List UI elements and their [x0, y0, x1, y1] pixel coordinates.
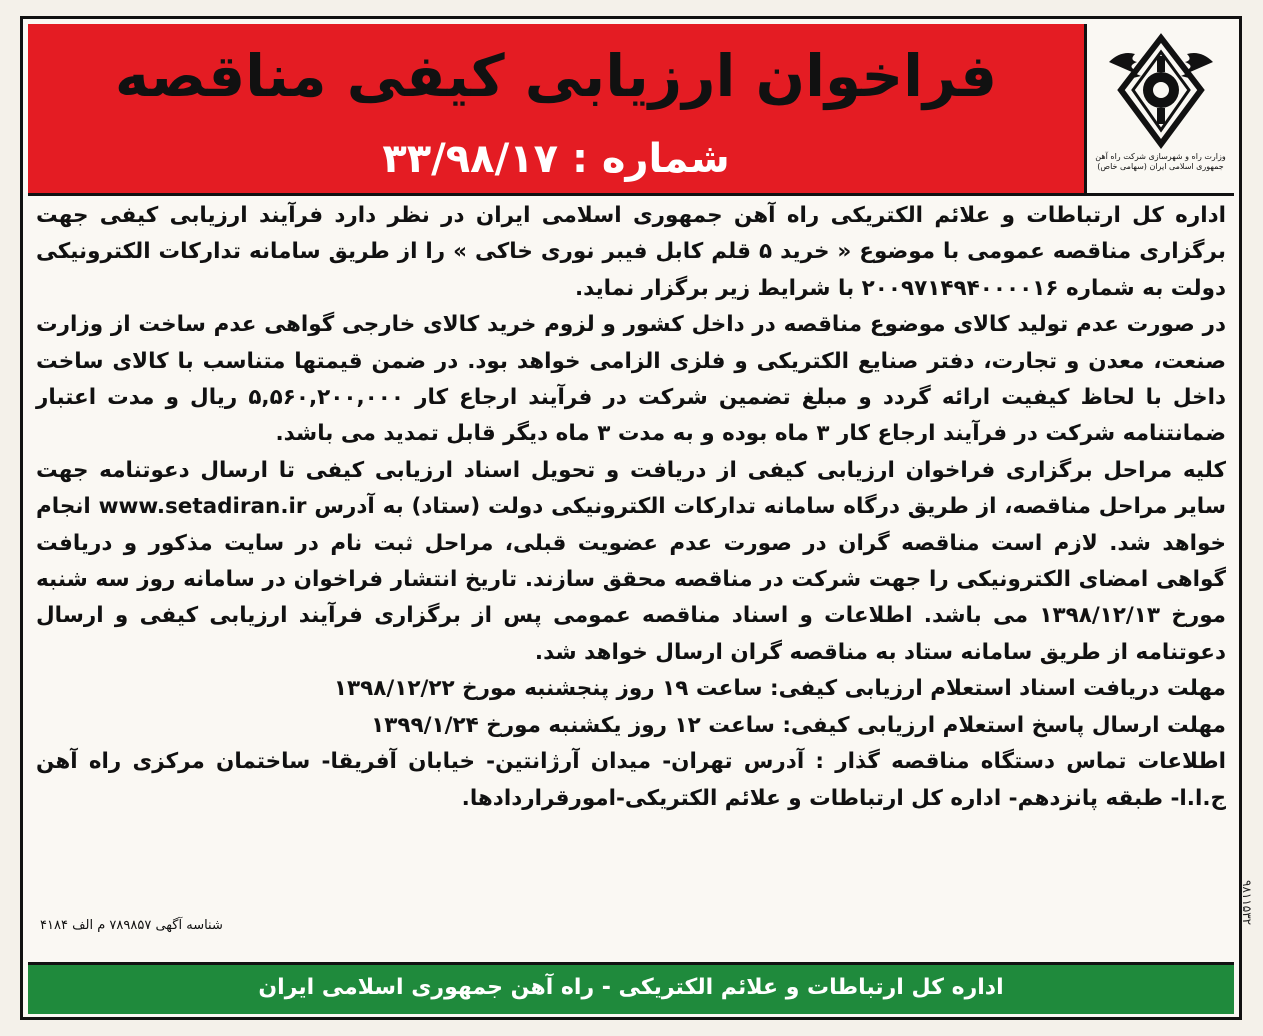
- notice-footer: اداره کل ارتباطات و علائم الکتریکی - راه آهن جمهوری اسلامی ایران: [28, 962, 1234, 1014]
- notice-number: شماره : ۳۳/۹۸/۱۷: [382, 136, 730, 182]
- notice-id: شناسه آگهی ۷۸۹۸۵۷ م الف ۴۱۸۴: [40, 918, 223, 933]
- paragraph-intro: اداره کل ارتباطات و علائم الکتریکی راه آهن جمهوری اسلامی ایران در نظر دارد فرآیند ارزیابی کیفی جهت برگزاری مناقصه عمومی با موضوع « خرید ۵ قلم کابل فیبر نوری خاکی » را از طریق سامانه تدارکات الکترونیکی دولت به شماره ۲۰۰۹۷۱۴۹۴۰۰۰۰۱۶ با شرایط زیر برگزار نماید.: [36, 203, 1226, 301]
- side-code: ۹۸۱۱۵۳۲: [1240, 880, 1254, 926]
- deadline-submit: مهلت ارسال پاسخ استعلام ارزیابی کیفی: ساعت ۱۲ روز یکشنبه مورخ ۱۳۹۹/۱/۲۴: [371, 712, 1226, 738]
- railway-logo-icon: [1101, 32, 1221, 150]
- contact-info: اطلاعات تماس دستگاه مناقصه گذار : آدرس تهران- میدان آرژانتین- خیابان آفریقا- ساختمان مرکزی راه آهن ج.ا.ا- طبقه پانزدهم- اداره کل ارتباطات و علائم الکتریکی-امورقراردادها.: [36, 749, 1226, 811]
- paragraph-procedure: کلیه مراحل برگزاری فراخوان ارزیابی کیفی از دریافت و تحویل اسناد ارزیابی کیفی تا ارسال دعوتنامه جهت سایر مراحل مناقصه، از طریق درگاه سامانه تدارکات الکترونیکی دولت (ستاد) به آدرس www.setadiran.ir انجام خواهد شد. لازم است مناقصه گران در صورت عدم عضویت قبلی، مراحل ثبت نام در سایت مذکور و دریافت گواهی امضای الکترونیکی را جهت شرکت در مناقصه محقق سازند. تاریخ انتشار فراخوان در سامانه روز سه شنبه مورخ ۱۳۹۸/۱۲/۱۳ می باشد. اطلاعات و اسناد مناقصه عمومی پس از برگزاری فرآیند ارزیابی کیفی و ارسال دعوتنامه از طریق سامانه ستاد به مناقصه گران ارسال خواهد شد.: [36, 457, 1226, 665]
- notice-header: [28, 24, 1234, 196]
- logo-caption: وزارت راه و شهرسازی شرکت راه آهن جمهوری اسلامی ایران (سهامی خاص): [1095, 152, 1226, 171]
- logo-box: [1084, 24, 1234, 193]
- paragraph-conditions: در صورت عدم تولید کالای موضوع مناقصه در داخل کشور و لزوم خرید کالای خارجی گواهی عدم ساخت از وزارت صنعت، معدن و تجارت، دفتر صنایع الکتریکی و فلزی الزامی خواهد بود. در ضمن قیمتها متناسب با کالای ساخت داخل با لحاظ کیفیت ارائه گردد و مبلغ تضمین شرکت در فرآیند ارجاع کار ۵,۵۶۰,۲۰۰,۰۰۰ ریال و مدت اعتبار ضمانتنامه شرکت در فرآیند ارجاع کار ۳ ماه بوده و به مدت ۳ ماه دیگر قابل تمدید می باشد.: [36, 312, 1226, 447]
- notice-body: [36, 198, 1226, 817]
- notice-title: فراخوان ارزیابی کیفی مناقصه: [114, 42, 998, 110]
- deadline-receive: مهلت دریافت اسناد استعلام ارزیابی کیفی: ساعت ۱۹ روز پنجشنبه مورخ ۱۳۹۸/۱۲/۲۲: [333, 676, 1226, 702]
